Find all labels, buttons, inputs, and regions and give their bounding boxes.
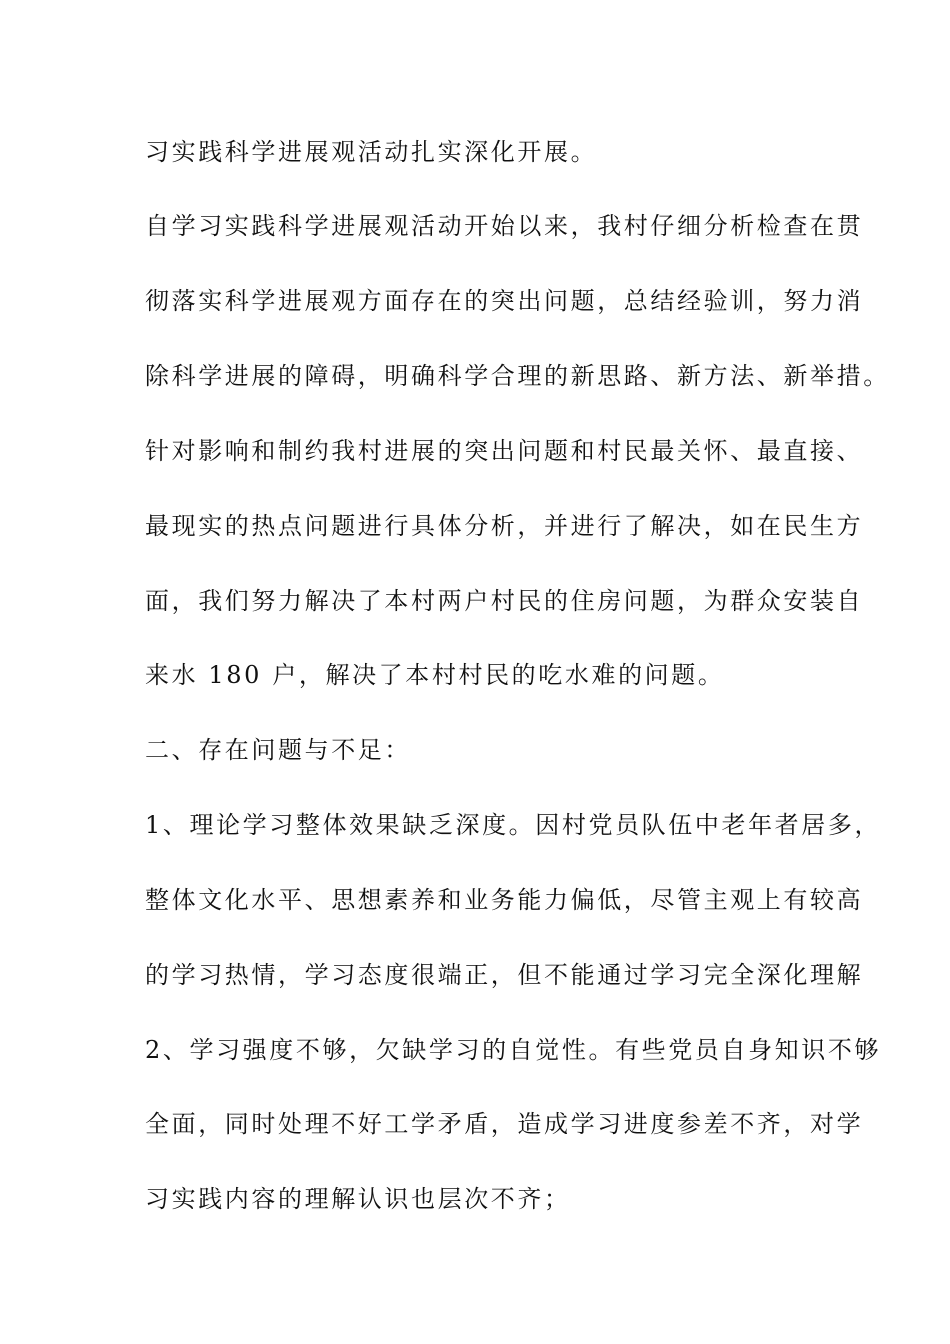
text-line: 除科学进展的障碍，明确科学合理的新思路、新方法、新举措。 (145, 362, 890, 390)
text-line: 1、理论学习整体效果缺乏深度。因村党员队伍中老年者居多， (145, 811, 882, 839)
text-line: 彻落实科学进展观方面存在的突出问题，总结经验训，努力消 (145, 287, 864, 315)
text-line: 自学习实践科学进展观活动开始以来，我村仔细分析检查在贯 (145, 212, 864, 240)
text-line: 整体文化水平、思想素养和业务能力偏低，尽管主观上有较高 (145, 886, 864, 914)
text-line: 针对影响和制约我村进展的突出问题和村民最关怀、最直接、 (145, 437, 864, 465)
text-line: 来水 180 户，解决了本村村民的吃水难的问题。 (145, 661, 725, 689)
text-line: 的学习热情，学习态度很端正，但不能通过学习完全深化理解 (145, 961, 864, 989)
text-line: 最现实的热点问题进行具体分析，并进行了解决，如在民生方 (145, 512, 864, 540)
text-line: 面，我们努力解决了本村两户村民的住房问题，为群众安装自 (145, 587, 864, 615)
section-heading: 二、存在问题与不足： (145, 736, 411, 764)
text-line: 习实践科学进展观活动扎实深化开展。 (145, 138, 598, 166)
text-line: 习实践内容的理解认识也层次不齐； (145, 1185, 571, 1213)
text-line: 2、学习强度不够，欠缺学习的自觉性。有些党员自身知识不够 (145, 1036, 882, 1064)
text-line: 全面，同时处理不好工学矛盾，造成学习进度参差不齐，对学 (145, 1110, 864, 1138)
